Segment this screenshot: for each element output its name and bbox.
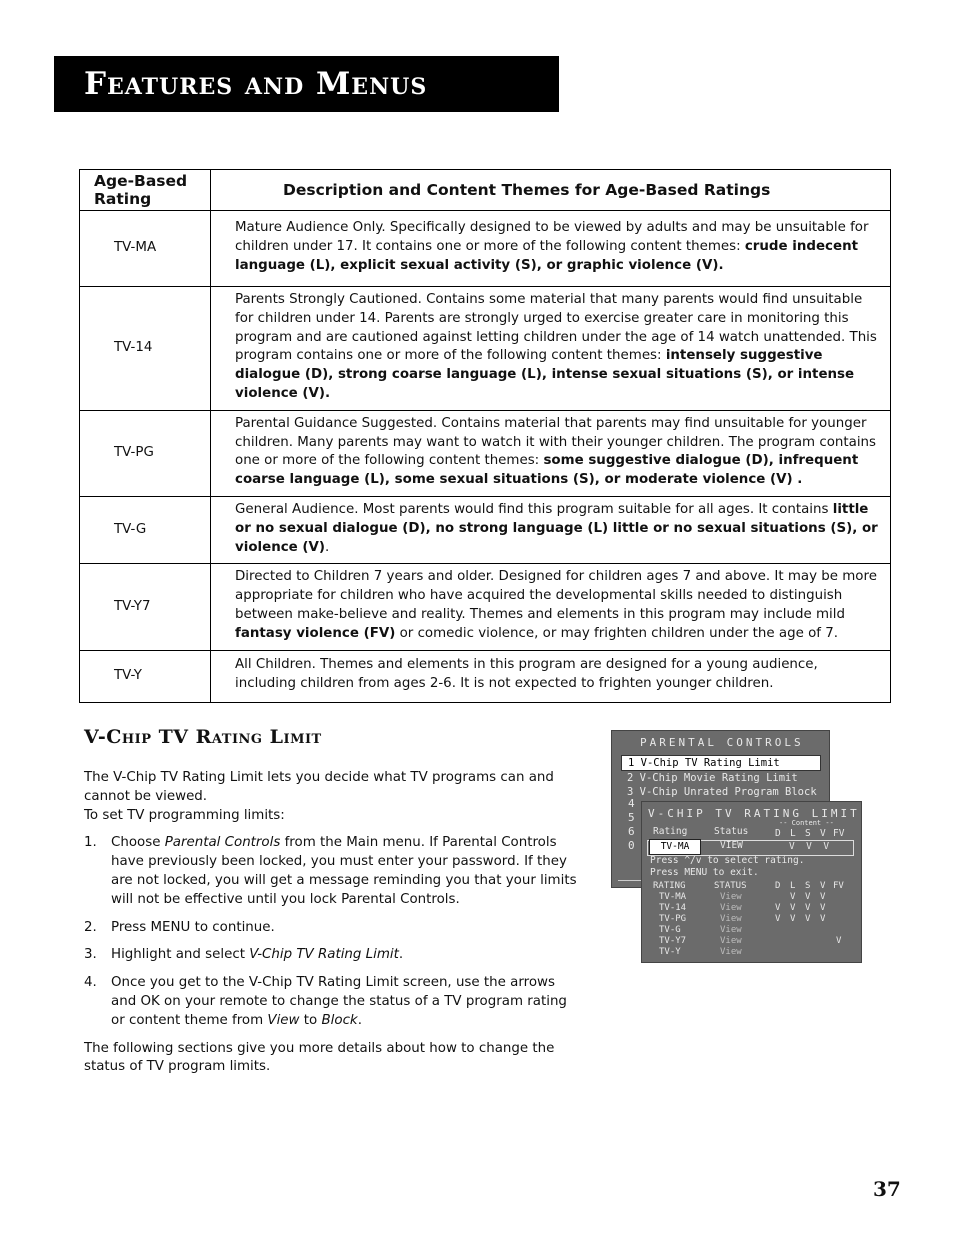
rating-cell: TV-Y	[80, 650, 211, 702]
step-text-part: Press MENU to continue.	[111, 919, 275, 935]
description-cell	[211, 496, 891, 563]
menu-item-vchip-movie-rating[interactable]: 2 V-Chip Movie Rating Limit	[627, 772, 798, 784]
col-d-label: D	[775, 828, 781, 839]
row-s: V	[805, 914, 811, 924]
step-text	[111, 974, 579, 1030]
row-rating: TV-Y7	[659, 936, 687, 946]
selected-rating-field[interactable]: TV-MA	[649, 839, 701, 855]
vchip-rating-limit-screen	[641, 801, 862, 963]
col-v-header: V	[820, 881, 826, 891]
table-row	[80, 211, 891, 287]
table-row	[642, 914, 861, 925]
rating-header: RATING	[653, 881, 686, 891]
row-status: View	[720, 914, 742, 924]
description-themes: crude indecent language (L), explicit sexual activity (S), or graphic violence (V).	[235, 239, 859, 273]
rating-cell: TV-14	[80, 287, 211, 411]
row-d: V	[775, 914, 781, 924]
row-s: V	[805, 903, 811, 913]
description-text: Parental Guidance Suggested. Contains material that parents may find unsuitable for younger children. Many parents may want to watch it with their younger children. The program contains one or more of the following content themes:	[235, 415, 877, 469]
description-cell	[211, 211, 891, 287]
intro-paragraph: The V-Chip TV Rating Limit lets you decide what TV programs can and cannot be viewed.	[84, 770, 554, 804]
row-rating: TV-PG	[659, 914, 687, 924]
table-row	[642, 892, 861, 903]
row-rating: TV-G	[659, 925, 681, 935]
hidden-menu-numbers	[628, 797, 635, 853]
rating-cell: TV-G	[80, 496, 211, 563]
instruction-exit: Press MENU to exit.	[650, 867, 759, 878]
status-label: Status	[714, 826, 749, 837]
col-fv-header: FV	[833, 881, 844, 891]
description-text: General Audience. Most parents would find this program suitable for all ages. It contains	[235, 501, 833, 517]
row-rating: TV-14	[659, 903, 687, 913]
step-text-emphasis: View	[267, 1012, 300, 1028]
col-l-header: L	[790, 881, 796, 891]
closing-paragraph: The following sections give you more details about how to change the status of TV program limits.	[84, 1040, 555, 1075]
table-row	[642, 903, 861, 914]
table-header-row	[80, 170, 891, 211]
description-text-after: .	[325, 539, 330, 555]
row-rating: TV-Y	[659, 947, 681, 957]
menu-number: 4	[628, 797, 635, 810]
col-l-label: L	[790, 828, 796, 839]
row-fv: V	[836, 936, 842, 946]
vchip-section-title: V-Chip TV Rating Limit	[84, 726, 322, 748]
col-v-label: V	[820, 828, 826, 839]
step-text-part: from the Main menu. If Parental Controls have previously been locked, you must enter your password. If they are not locked, you will get a message reminding you that your limits will not be effective until you lock Parental Controls.	[111, 835, 577, 907]
selected-content-flags[interactable]: V V V	[789, 841, 830, 852]
parental-controls-title: PARENTAL CONTROLS	[640, 736, 804, 749]
description-text: Mature Audience Only. Specifically designed to be viewed by adults and may be unsuitable for children under 17. It contains one or more of the following content themes:	[235, 220, 869, 255]
description-cell	[211, 287, 891, 411]
description-cell	[211, 410, 891, 496]
row-status: View	[720, 925, 742, 935]
step-item	[84, 946, 579, 965]
row-v: V	[820, 914, 826, 924]
row-status: View	[720, 892, 742, 902]
menu-number: 0	[628, 839, 635, 852]
step-number: 2.	[84, 919, 97, 935]
rating-cell: TV-MA	[80, 211, 211, 287]
rating-column-header: Age-Based Rating	[80, 170, 211, 211]
step-text	[111, 946, 579, 965]
row-d: V	[775, 903, 781, 913]
col-fv-label: FV	[833, 828, 845, 839]
step-text	[111, 834, 579, 909]
col-s-label: S	[805, 828, 811, 839]
description-cell	[211, 650, 891, 702]
table-row	[642, 925, 861, 936]
menu-item-vchip-unrated-block[interactable]: 3 V-Chip Unrated Program Block	[627, 786, 817, 798]
vchip-instructions	[84, 769, 579, 1086]
step-item	[84, 834, 579, 909]
step-text-part: .	[398, 947, 404, 963]
description-text-after: or comedic violence, or may frighten children under the age of 7.	[395, 625, 839, 641]
row-s: V	[805, 892, 811, 902]
row-status: View	[720, 903, 742, 913]
step-text-part: Once you get to the V-Chip TV Rating Limit screen, use the arrows and OK on your remote to change the status of a TV program rating or content theme from	[111, 975, 567, 1028]
description-themes: some suggestive dialogue (D), infrequent coarse language (L), some sexual situations (S), or moderate violence (V) .	[235, 453, 859, 488]
row-v: V	[820, 903, 826, 913]
step-text	[111, 919, 579, 938]
page-number: 37	[873, 1177, 901, 1201]
row-l: V	[790, 914, 796, 924]
row-l: V	[790, 903, 796, 913]
instruction-select: Press ^/v to select rating.	[650, 855, 805, 866]
step-text-part: .	[357, 1012, 362, 1028]
col-d-header: D	[775, 881, 781, 891]
content-label: -- Content --	[779, 819, 834, 827]
step-text-emphasis: Block	[321, 1012, 358, 1028]
step-item	[84, 974, 579, 1030]
table-row	[642, 947, 861, 958]
description-text: All Children. Themes and elements in this program are designed for a young audience, including children from ages 2-6. It is not expected to frighten younger children.	[235, 657, 818, 692]
description-themes: fantasy violence (FV)	[235, 625, 396, 641]
description-themes: little or no sexual dialogue (D), no strong language (L) little or no sexual situations (S), or violence (V)	[235, 501, 878, 555]
table-row	[80, 650, 891, 702]
parental-controls-menu	[621, 755, 821, 799]
table-row	[80, 410, 891, 496]
row-rating: TV-MA	[659, 892, 687, 902]
step-text-part: Highlight and select	[111, 947, 250, 963]
row-v: V	[820, 892, 826, 902]
step-number: 4.	[84, 975, 97, 991]
age-based-ratings-table	[79, 169, 891, 703]
table-header-row	[642, 881, 861, 892]
table-row	[80, 496, 891, 563]
description-text: Directed to Children 7 years and older. Designed for children ages 7 and above. It may be more appropriate for children who have acquired the developmental skills needed to distinguish between make-believe and reality. Themes and elements in this program may include mild	[235, 569, 877, 622]
table-row	[80, 287, 891, 411]
rating-cell: TV-PG	[80, 410, 211, 496]
col-s-header: S	[805, 881, 811, 891]
menu-item-vchip-tv-rating[interactable]: 1 V-Chip TV Rating Limit	[621, 755, 821, 771]
rating-label: Rating	[653, 826, 688, 837]
section-header-bar	[54, 56, 559, 112]
row-status: View	[720, 947, 742, 957]
description-cell	[211, 564, 891, 650]
menu-number: 5	[628, 811, 635, 824]
step-number: 1.	[84, 835, 97, 851]
status-header: STATUS	[714, 881, 747, 891]
step-text-part: Choose	[111, 835, 165, 851]
description-text: Parents Strongly Cautioned. Contains some material that many parents would find unsuitable for children under 14. Parents are strongly urged to exercise greater care in monitoring this program and are cautioned against letting children under the age of 14 watch unattended. This program contains one or more of the following content themes:	[235, 292, 877, 364]
section-header-title: Features and Menus	[84, 66, 428, 102]
row-status: View	[720, 936, 742, 946]
table-row	[642, 936, 861, 947]
step-text-emphasis: V-Chip TV Rating Limit	[249, 947, 399, 963]
step-text-part: to	[299, 1012, 322, 1028]
menu-number: 6	[628, 825, 635, 838]
rating-cell: TV-Y7	[80, 564, 211, 650]
intro-paragraph-2: To set TV programming limits:	[84, 807, 285, 823]
step-text-emphasis: Parental Controls	[164, 835, 281, 851]
table-row	[80, 564, 891, 650]
selected-status-field[interactable]: VIEW	[720, 840, 743, 851]
vchip-screen-title: V-CHIP TV RATING LIMIT	[648, 807, 860, 820]
step-item	[84, 919, 579, 938]
step-number: 3.	[84, 947, 97, 963]
description-themes: intensely suggestive dialogue (D), strong coarse language (L), intense sexual situations (S), or intense violence (V).	[235, 348, 855, 401]
description-column-header: Description and Content Themes for Age-Based Ratings	[211, 170, 891, 211]
row-l: V	[790, 892, 796, 902]
